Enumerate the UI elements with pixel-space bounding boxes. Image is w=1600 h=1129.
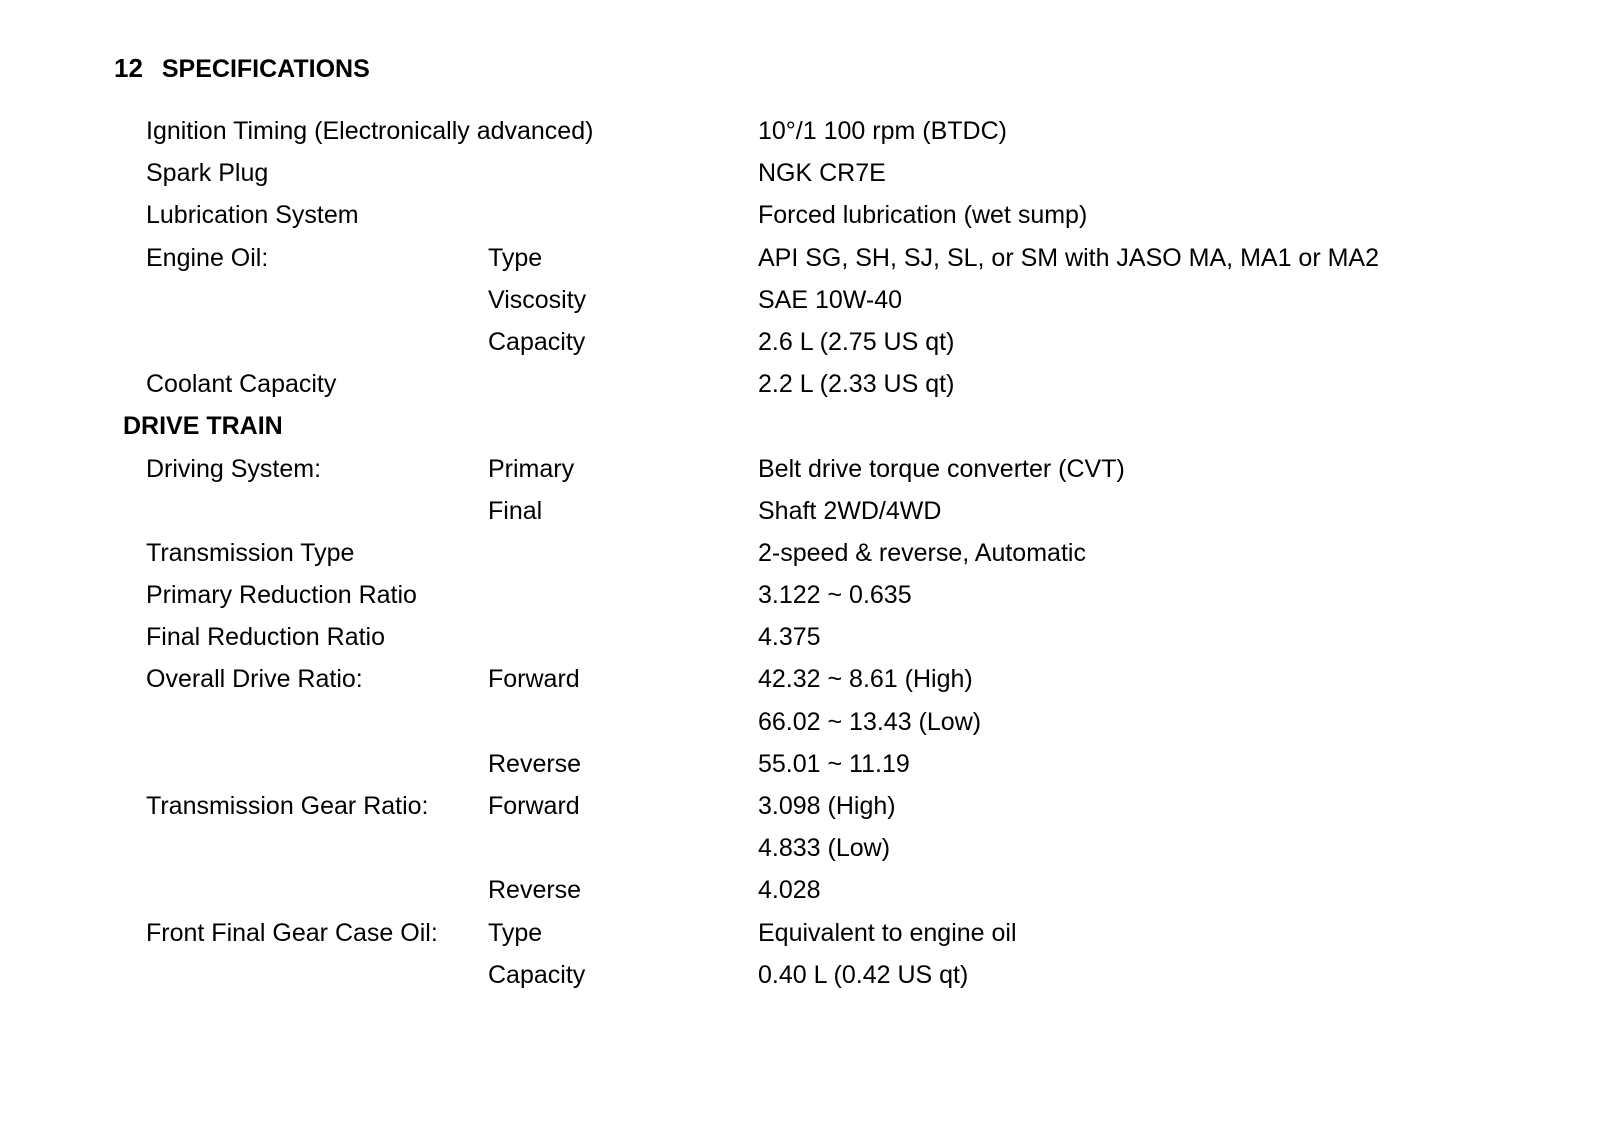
spec-sublabel: Type: [488, 918, 543, 947]
spec-value: 55.01 ~ 11.19: [758, 749, 910, 778]
spec-sublabel: Capacity: [488, 960, 586, 989]
spec-value: Shaft 2WD/4WD: [758, 496, 942, 525]
spec-label: Final Reduction Ratio: [146, 623, 386, 652]
spec-value: 3.098 (High): [758, 792, 896, 820]
spec-value: API SG, SH, SJ, SL, or SM with JASO MA, MA1 or MA2: [758, 243, 1379, 272]
spec-value: 3.122 ~ 0.635: [758, 581, 912, 610]
spec-value: 4.375: [758, 623, 821, 652]
spec-label: Overall Drive Ratio:: [146, 665, 363, 694]
spec-row-transmission-gear-forward-high: [0, 785, 1600, 827]
spec-sublabel: Type: [488, 243, 543, 272]
spec-value: 2-speed & reverse, Automatic: [758, 538, 1086, 567]
spec-value: Equivalent to engine oil: [758, 918, 1017, 947]
spec-sublabel: Forward: [488, 792, 580, 820]
spec-value: 2.6 L (2.75 US qt): [758, 327, 955, 356]
spec-row-engine-oil-type: [0, 237, 1600, 279]
spec-row-transmission-gear-reverse: [0, 869, 1600, 911]
spec-value: 42.32 ~ 8.61 (High): [758, 665, 973, 694]
spec-label: Coolant Capacity: [146, 370, 337, 399]
spec-value: 4.028: [758, 876, 821, 905]
spec-sublabel: Viscosity: [488, 285, 587, 314]
spec-value: 2.2 L (2.33 US qt): [758, 370, 955, 399]
spec-label: Driving System:: [146, 454, 322, 483]
spec-row-engine-oil-capacity: [0, 321, 1600, 363]
spec-row-final-reduction-ratio: [0, 616, 1600, 658]
spec-row-lubrication-system: [0, 194, 1600, 236]
page-header: [114, 50, 370, 86]
spec-label: Lubrication System: [146, 201, 359, 230]
spec-value: 10°/1 100 rpm (BTDC): [758, 117, 1007, 145]
spec-label: Transmission Type: [146, 538, 355, 567]
spec-label: Primary Reduction Ratio: [146, 581, 417, 610]
spec-row-front-gear-oil-type: [0, 912, 1600, 954]
spec-sublabel: Reverse: [488, 749, 582, 778]
spec-row-overall-drive-forward-low: [0, 701, 1600, 743]
spec-label: Front Final Gear Case Oil:: [146, 918, 438, 947]
page-number: 12: [114, 53, 143, 83]
page-title: SPECIFICATIONS: [161, 55, 370, 83]
section-heading-drive-train: DRIVE TRAIN: [123, 412, 283, 441]
spec-row-transmission-gear-forward-low: [0, 827, 1600, 869]
spec-value: Belt drive torque converter (CVT): [758, 454, 1125, 483]
spec-value: 66.02 ~ 13.43 (Low): [758, 707, 982, 736]
spec-row-spark-plug: [0, 152, 1600, 194]
spec-value: 4.833 (Low): [758, 834, 891, 863]
spec-row-driving-system-final: [0, 490, 1600, 532]
spec-sublabel: Reverse: [488, 876, 582, 905]
spec-row-overall-drive-reverse: [0, 743, 1600, 785]
spec-value: SAE 10W-40: [758, 285, 903, 314]
spec-sublabel: Forward: [488, 665, 580, 694]
spec-sublabel: Final: [488, 496, 543, 525]
spec-list: [0, 110, 1600, 996]
spec-row-engine-oil-viscosity: [0, 279, 1600, 321]
spec-sublabel: Primary: [488, 454, 575, 483]
spec-row-ignition-timing: [0, 110, 1600, 152]
spec-row-transmission-type: [0, 532, 1600, 574]
spec-sublabel: Capacity: [488, 327, 586, 356]
spec-label: Transmission Gear Ratio:: [146, 792, 429, 820]
spec-value: NGK CR7E: [758, 159, 886, 188]
spec-value: Forced lubrication (wet sump): [758, 201, 1088, 230]
spec-label: Engine Oil:: [146, 243, 269, 272]
spec-row-overall-drive-forward-high: [0, 658, 1600, 700]
spec-row-front-gear-oil-capacity: [0, 954, 1600, 996]
spec-label: Spark Plug: [146, 159, 269, 188]
spec-row-coolant-capacity: [0, 363, 1600, 405]
spec-row-driving-system-primary: [0, 448, 1600, 490]
spec-label: Ignition Timing (Electronically advanced): [146, 117, 594, 145]
spec-row-primary-reduction-ratio: [0, 574, 1600, 616]
spec-value: 0.40 L (0.42 US qt): [758, 960, 969, 989]
